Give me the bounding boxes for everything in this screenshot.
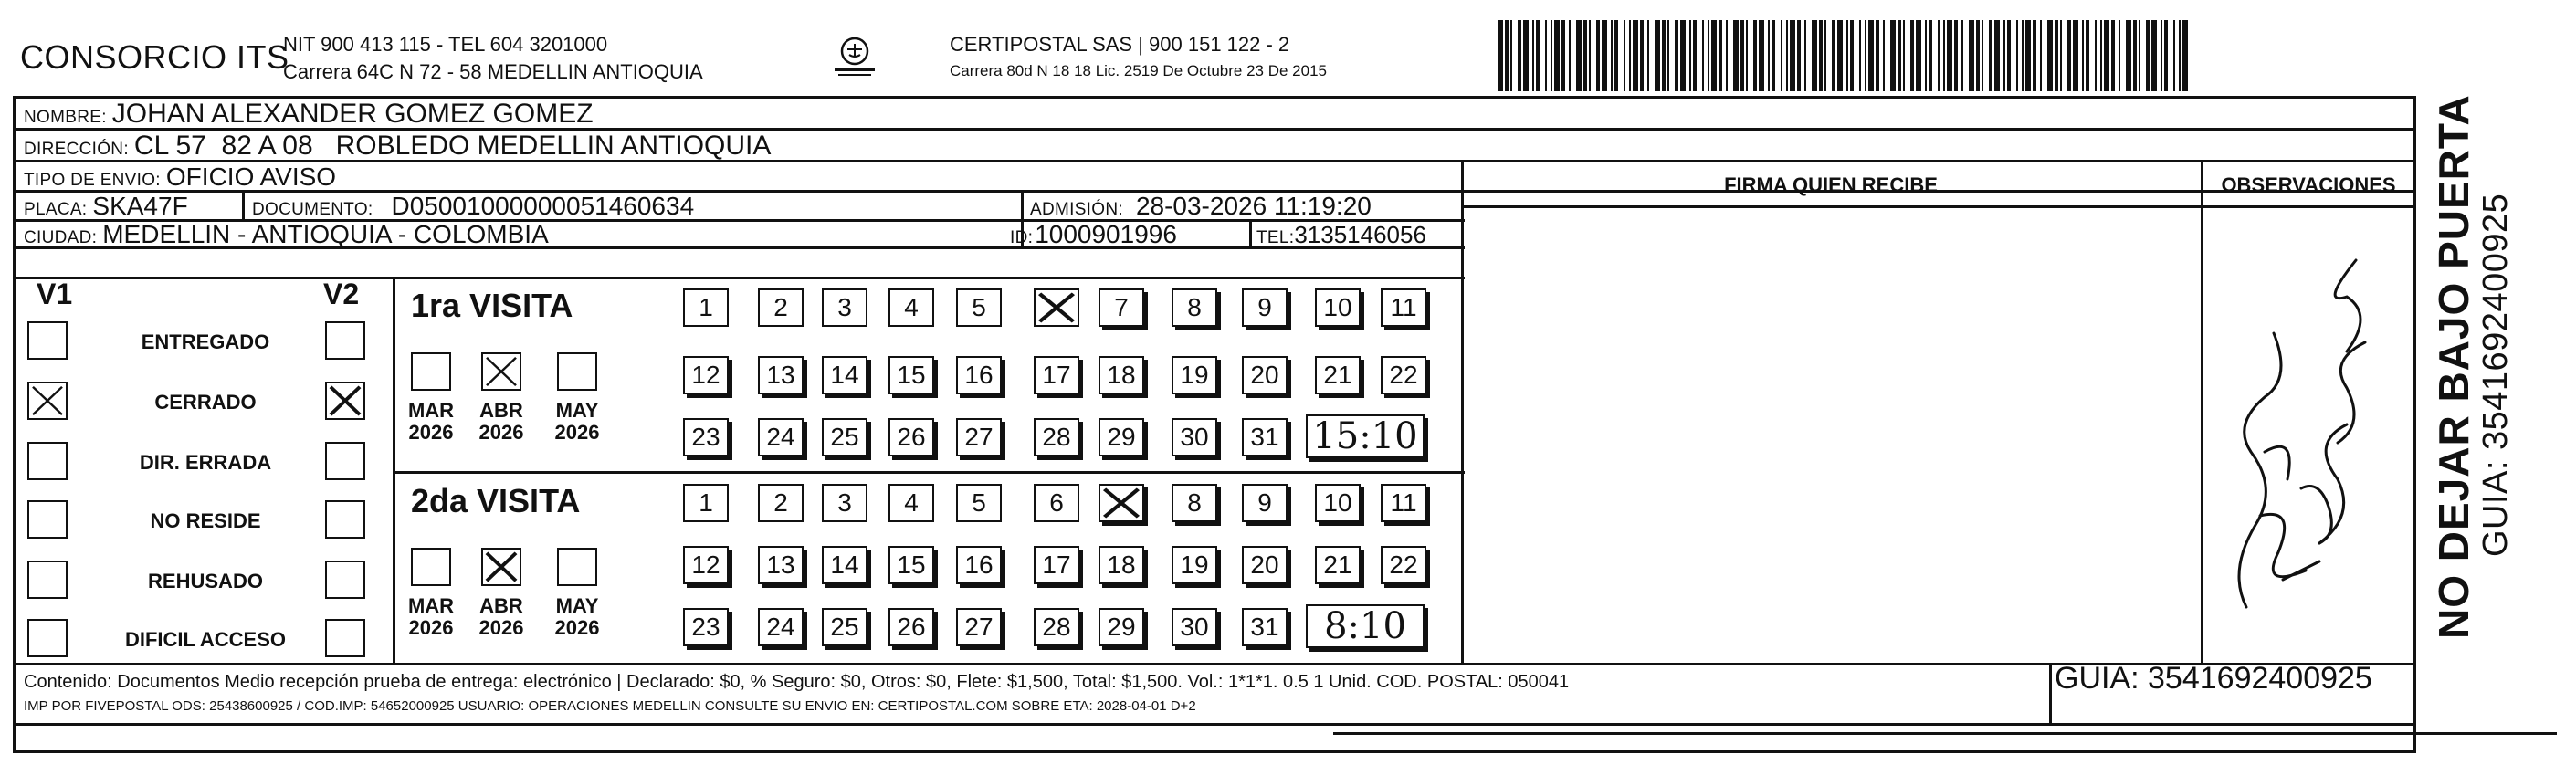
day-box[interactable]: 16 [956,356,1002,394]
placa-label: PLACA: [24,200,88,219]
direccion-field [24,132,771,160]
day-box[interactable]: 25 [822,418,867,456]
company-name: CONSORCIO ITS [20,38,289,76]
id-value: 1000901996 [1035,220,1177,248]
day-box[interactable]: 1 [683,484,729,522]
day-box[interactable]: 11 [1381,484,1426,522]
barcode-bar [1733,20,1739,91]
barcode-bar [1536,20,1540,91]
barcode-bar [1837,20,1843,91]
day-box[interactable]: 20 [1242,356,1288,394]
barcode-bar [2082,20,2084,91]
barcode-bar [1898,20,1901,91]
day-box[interactable]: 28 [1034,418,1079,456]
day-box[interactable] [1034,288,1079,327]
day-box[interactable]: 22 [1381,356,1426,394]
direccion-value: CL 57 82 A 08 ROBLEDO MEDELLIN ANTIOQUIA [133,131,772,161]
day-box[interactable]: 26 [888,418,934,456]
barcode-bar [2025,20,2031,91]
barcode-bar [1740,20,1744,91]
x-mark [29,383,66,418]
day-box[interactable]: 27 [956,608,1002,646]
footer-content-line: Contenido: Documentos Medio recepción prueba de entrega: electrónico | Declarado: $0, % Seguro: $0, Otros: $0, Flete: $1,500, Total: $1,500. Vol.: 1*1*1. 0.5 1 Unid. COD. POSTAL: 050041 [24,672,1570,692]
barcode-bar [1746,20,1748,91]
day-box[interactable]: 24 [758,418,804,456]
id-field [1010,222,1177,247]
day-box[interactable]: 3 [822,288,867,327]
barcode-bar [1989,20,1992,91]
day-box[interactable]: 24 [758,608,804,646]
barcode-bar [1726,20,1728,91]
barcode-bar [1510,20,1512,91]
nombre-field [24,100,594,128]
barcode-bar [2173,20,2175,91]
barcode-bar [1680,20,1686,91]
barcode-bar [2022,20,2024,91]
visit-time: 8:10 [1306,604,1425,648]
status-label: REHUSADO [148,570,263,592]
ciudad-field [24,222,549,247]
barcode-bar [1883,20,1885,91]
barcode-bar [1624,20,1625,91]
day-box[interactable]: 17 [1034,356,1079,394]
v1-checkbox[interactable] [27,382,68,420]
ciudad-label: CIUDAD: [24,228,98,247]
barcode-bar [1523,20,1529,91]
day-box[interactable]: 5 [956,484,1002,522]
month-year: 2026 [408,421,454,445]
barcode-bar [1569,20,1571,91]
documento-label: DOCUMENTO: [252,200,373,219]
day-box[interactable]: 17 [1034,546,1079,584]
barcode-bar [1532,20,1534,91]
barcode-bar [1583,20,1587,91]
day-box[interactable]: 2 [758,484,804,522]
id-label: ID: [1010,228,1034,247]
documento-value: D05001000000051460634 [391,192,695,220]
barcode-bar [1655,20,1660,91]
month-label [474,400,529,444]
barcode-bar [1545,20,1547,91]
day-box[interactable]: 10 [1315,484,1361,522]
ciudad-value: MEDELLIN - ANTIOQUIA - COLOMBIA [102,220,549,248]
barcode-bar [1994,20,2000,91]
status-label: DIR. ERRADA [139,451,272,474]
barcode-bar [1614,20,1618,91]
nombre-label: NOMBRE: [24,108,107,127]
barcode-bar [1868,20,1874,91]
month-year: 2026 [478,616,524,640]
tipo-envio-field [24,164,336,190]
day-box[interactable]: 10 [1315,288,1361,327]
day-box[interactable]: 31 [1242,418,1288,456]
day-box[interactable]: 28 [1034,608,1079,646]
status-label: NO RESIDE [150,509,261,532]
placa-value: SKA47F [92,192,188,220]
month-name: ABR [479,594,523,617]
month-year: 2026 [554,421,600,445]
documento-field [252,194,694,219]
barcode-bar [2182,20,2188,91]
barcode-bar [1753,20,1757,91]
barcode-bar [1689,20,1691,91]
barcode-bar [2179,20,2181,91]
day-box[interactable]: 2 [758,288,804,327]
barcode-bar [1812,20,1817,91]
barcode-bar [1910,20,1914,91]
v2-checkbox[interactable] [325,500,365,539]
admision-field [1030,194,1372,219]
footer-print-line: IMP POR FIVEPOSTAL ODS: 25438600925 / COD.IMP: 54652000925 USUARIO: OPERACIONES MEDELLIN CONSULTE SU ENVIO EN: CERTIPOSTAL.COM SOBRE ETA: 2028-04-01 D+2 [24,698,1196,714]
barcode-bar [1711,20,1717,91]
barcode-bar [1929,20,1932,91]
barcode-bar [2086,20,2089,91]
v2-checkbox[interactable] [325,442,365,480]
month-label [404,400,458,444]
day-box[interactable]: 12 [683,356,729,394]
barcode-bar [1759,20,1764,91]
day-box[interactable]: 19 [1172,356,1217,394]
v1-checkbox[interactable] [27,500,68,539]
barcode-bar [1938,20,1940,91]
barcode-bar [2164,20,2168,91]
barcode-bar [1611,20,1613,91]
month-checkbox[interactable] [557,548,597,586]
barcode-bar [1772,20,1775,91]
barcode-bar [1708,20,1709,91]
barcode-bar [2100,20,2102,91]
day-box[interactable]: 30 [1172,608,1217,646]
barcode-bar [1719,20,1722,91]
barcode-bar [2040,20,2042,91]
day-box[interactable]: 18 [1099,546,1144,584]
day-box[interactable]: 29 [1099,418,1144,456]
observaciones-header: OBSERVACIONES [2221,173,2396,196]
barcode-bar [1969,20,1974,91]
firma-header: FIRMA QUIEN RECIBE [1724,173,1938,196]
barcode-bar [2126,20,2131,91]
guia-number: GUIA: 3541692400925 [2055,661,2372,696]
day-box[interactable]: 4 [888,288,934,327]
month-year: 2026 [478,421,524,445]
v2-checkbox[interactable] [325,321,365,360]
month-checkbox[interactable] [411,548,451,586]
barcode-bar [2133,20,2137,91]
barcode-bar [1797,20,1801,91]
barcode-bar [1890,20,1896,91]
day-box[interactable]: 21 [1315,356,1361,394]
day-box[interactable]: 13 [758,546,804,584]
month-checkbox[interactable] [411,352,451,391]
day-box[interactable]: 19 [1172,546,1217,584]
x-mark [483,354,520,389]
tel-label: TEL: [1256,228,1295,247]
day-box[interactable]: 11 [1381,288,1426,327]
barcode-bar [1518,20,1521,91]
barcode-bar [1640,20,1644,91]
day-box[interactable]: 14 [822,356,867,394]
barcode-bar [1498,20,1503,91]
v1-checkbox[interactable] [27,619,68,657]
barcode [1498,20,2193,91]
barcode-bar [1768,20,1770,91]
status-label: DIFICIL ACCESO [124,628,286,651]
month-checkbox[interactable] [481,548,521,586]
barcode-bar [2139,20,2140,91]
barcode-bar [1846,20,1848,91]
barcode-bar [2047,20,2053,91]
day-box[interactable]: 26 [888,608,934,646]
month-name: ABR [479,399,523,422]
tipo-envio-value: OFICIO AVISO [165,162,337,191]
courier-name: CERTIPOSTAL SAS | 900 151 122 - 2 [950,33,1290,56]
day-box[interactable]: 18 [1099,356,1144,394]
day-box[interactable]: 5 [956,288,1002,327]
x-mark [327,383,363,418]
v1-checkbox[interactable] [27,321,68,360]
barcode-bar [1667,20,1669,91]
barcode-bar [1786,20,1788,91]
day-box[interactable]: 21 [1315,546,1361,584]
v2-checkbox[interactable] [325,619,365,657]
company-address: Carrera 64C N 72 - 58 MEDELLIN ANTIOQUIA [283,60,703,83]
v1-checkbox[interactable] [27,561,68,599]
barcode-bar [1790,20,1795,91]
barcode-bar [1675,20,1678,91]
month-checkbox[interactable] [481,352,521,391]
day-box[interactable]: 30 [1172,418,1217,456]
day-box[interactable]: 1 [683,288,729,327]
barcode-bar [1589,20,1591,91]
courier-address: Carrera 80d N 18 18 Lic. 2519 De Octubre 23 De 2015 [950,62,1327,79]
barcode-bar [1596,20,1600,91]
barcode-bar [1554,20,1560,91]
v2-header: V2 [323,278,360,310]
visit-title: 2da VISITA [411,482,581,519]
day-box[interactable]: 29 [1099,608,1144,646]
x-mark [1100,486,1142,520]
barcode-bar [2146,20,2150,91]
barcode-bar [1662,20,1666,91]
x-mark [483,550,520,584]
barcode-bar [1505,20,1509,91]
tel-value: 3135146056 [1294,221,1426,248]
day-box[interactable]: 4 [888,484,934,522]
visit-time: 15:10 [1306,414,1425,458]
direccion-label: DIRECCIÓN: [24,140,129,159]
day-box[interactable]: 20 [1242,546,1288,584]
handwritten-signature [2210,215,2411,653]
barcode-bar [2060,20,2062,91]
barcode-bar [1629,20,1631,91]
day-box[interactable]: 9 [1242,288,1288,327]
day-box[interactable] [1099,484,1144,522]
barcode-bar [1850,20,1854,91]
barcode-bar [1947,20,1952,91]
v2-checkbox[interactable] [325,561,365,599]
barcode-bar [2161,20,2162,91]
barcode-bar [2073,20,2078,91]
side-guia-number: GUIA: 3541692400925 [2476,193,2515,557]
admision-value: 28-03-2026 11:19:20 [1135,192,1372,220]
no-dejar-notice: NO DEJAR BAJO PUERTA [2430,94,2477,639]
nombre-value: JOHAN ALEXANDER GOMEZ GOMEZ [111,99,594,129]
barcode-bar [2055,20,2058,91]
barcode-bar [1824,20,1826,91]
barcode-bar [1916,20,1921,91]
barcode-bar [1561,20,1565,91]
barcode-bar [2007,20,2011,91]
barcode-bar [2033,20,2036,91]
day-box[interactable]: 15 [888,546,934,584]
barcode-bar [2111,20,2115,91]
day-box[interactable]: 8 [1172,288,1217,327]
tel-field [1256,223,1426,246]
barcode-bar [1702,20,1704,91]
month-name: MAY [555,399,599,422]
barcode-bar [1976,20,1980,91]
barcode-bar [1551,20,1552,91]
barcode-bar [1633,20,1638,91]
day-box[interactable]: 13 [758,356,804,394]
barcode-bar [1804,20,1806,91]
tipo-envio-label: TIPO DE ENVIO: [24,171,161,190]
barcode-bar [1781,20,1782,91]
day-box[interactable]: 16 [956,546,1002,584]
day-box[interactable]: 3 [822,484,867,522]
barcode-bar [1693,20,1697,91]
barcode-bar [1982,20,1983,91]
month-name: MAR [407,594,455,617]
barcode-bar [1865,20,1866,91]
barcode-bar [1925,20,1927,91]
barcode-bar [1961,20,1963,91]
month-name: MAY [555,594,599,617]
barcode-bar [1647,20,1649,91]
barcode-bar [1954,20,1958,91]
barcode-bar [1819,20,1823,91]
month-year: 2026 [554,616,600,640]
barcode-bar [1602,20,1607,91]
day-box[interactable]: 14 [822,546,867,584]
barcode-bar [1876,20,1879,91]
day-box[interactable]: 12 [683,546,729,584]
month-name: MAR [407,399,455,422]
status-label: CERRADO [154,391,257,414]
v1-checkbox[interactable] [27,442,68,480]
certipostal-logo [829,35,880,80]
barcode-bar [2003,20,2005,91]
month-label [550,400,605,444]
month-year: 2026 [408,616,454,640]
day-box[interactable]: 15 [888,356,934,394]
barcode-bar [2151,20,2157,91]
barcode-bar [1832,20,1835,91]
day-box[interactable]: 9 [1242,484,1288,522]
month-label [404,595,458,639]
day-box[interactable]: 31 [1242,608,1288,646]
v2-checkbox[interactable] [325,382,365,420]
day-box[interactable]: 7 [1099,288,1144,327]
day-box[interactable]: 23 [683,608,729,646]
admision-label: ADMISIÓN: [1030,200,1123,219]
v1-header: V1 [37,278,73,310]
barcode-bar [1859,20,1861,91]
barcode-bar [2104,20,2109,91]
day-box[interactable]: 8 [1172,484,1217,522]
month-label [550,595,605,639]
x-mark [1036,290,1078,325]
placa-field [24,194,188,219]
barcode-bar [2119,20,2120,91]
visit-title: 1ra VISITA [411,287,573,324]
barcode-bar [1903,20,1905,91]
barcode-bar [1943,20,1945,91]
day-box[interactable]: 27 [956,418,1002,456]
day-box[interactable]: 6 [1034,484,1079,522]
month-label [474,595,529,639]
day-box[interactable]: 23 [683,418,729,456]
barcode-bar [1576,20,1582,91]
day-box[interactable]: 22 [1381,546,1426,584]
barcode-bar [2067,20,2071,91]
month-checkbox[interactable] [557,352,597,391]
day-box[interactable]: 25 [822,608,867,646]
barcode-bar [2016,20,2018,91]
status-label: ENTREGADO [141,330,270,353]
barcode-bar [2095,20,2097,91]
company-nit: NIT 900 413 115 - TEL 604 3201000 [283,33,608,56]
